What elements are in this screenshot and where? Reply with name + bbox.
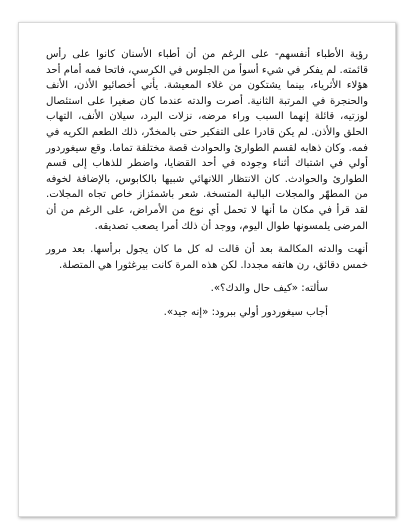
paragraph-spacer [46, 297, 368, 305]
paragraph-spacer [46, 234, 368, 242]
paragraph: رؤية الأطباء أنفسهم- على الرغم من أن أطباء الأسنان كانوا على رأس قائمته. لم يفكر في شيء أسوأ من الجلوس في الكرسي، فاتحا فمه أمام أحد هؤلاء الأثرياء، بينما يشتكون من غلاء المعيشة. يأتي أخصائيو الأذن، الأنف والحنجرة في المرتبة الثانية. أصرت والدته عندما كان صغيرا على استئصال لوزتيه، قائلة إنهما السبب وراء مرضه، نزلات البرد، سيلان الأنف، التهاب الحلق والأذن. لم يكن قادرا على التفكير حتى بالمخدّر، ذلك الطعم الكريه في فمه. وكان ذهابه لقسم الطوارئ والحوادث قصة مختلفة تماما. وقع سيغوردور أولي في اشتباك أثناء وجوده في أحد القضايا، واضطر للذهاب إلى قسم الطوارئ والحوادث. كان الانتظار اللانهائي شبيها بالكابوس، بالإضافة لخوفه من المطهّر والمجلات البالية المتسخة. شعر باشمئزاز خاص تجاه المجلات. لقد قرأ في مكان ما أنها لا تحمل أي نوع من الأمراض، على الرغم من أن المرضى يلمسونها طوال اليوم، ووجد أن ذلك أمرا يصعب تصديقه. [46, 49, 368, 232]
document-body [46, 47, 368, 321]
dialogue-line: سألته: «كيف حال والدك؟». [210, 283, 328, 295]
dialogue-line: أجاب سيغوردور أولي ببرود: «إنه جيد». [163, 306, 328, 318]
paragraph-spacer [46, 273, 368, 281]
document-page [18, 22, 396, 517]
paragraph: أنهت والدته المكالمة بعد أن قالت له كل ما كان يجول برأسها. بعد مرور خمس دقائق، رن هاتفه مجددا. لكن هذه المرة كانت بيرغثورا هي المتصلة. [46, 244, 368, 271]
